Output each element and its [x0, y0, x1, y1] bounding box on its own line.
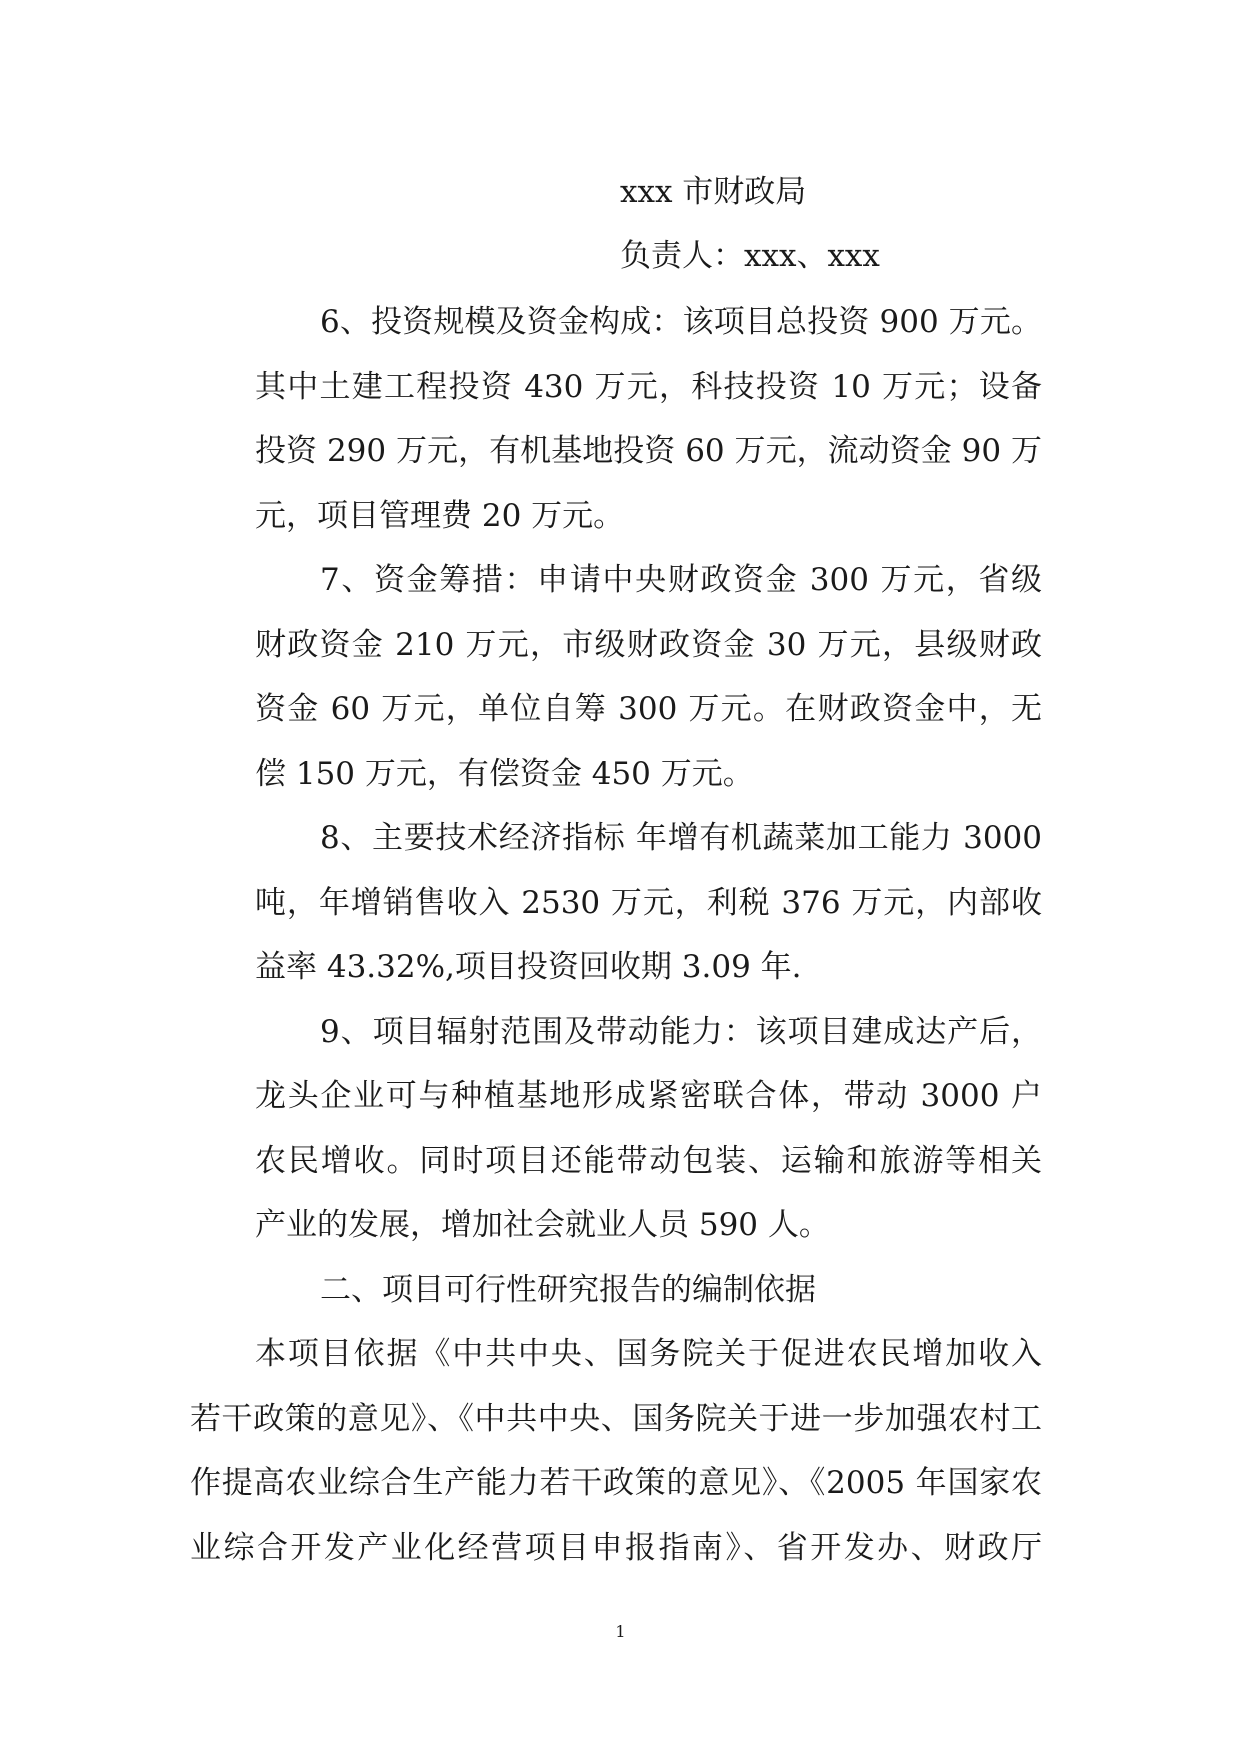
text-line: 龙头企业可与种植基地形成紧密联合体，带动 3000 户 — [255, 1078, 1042, 1114]
section-heading: 二、项目可行性研究报告的编制依据 — [320, 1272, 816, 1308]
text-line: 元，项目管理费 20 万元。 — [255, 498, 625, 534]
text-line: 6、投资规模及资金构成：该项目总投资 900 万元。 — [320, 304, 1042, 340]
text-line: 吨，年增销售收入 2530 万元，利税 376 万元，内部收 — [255, 885, 1042, 921]
text-line: 农民增收。同时项目还能带动包装、运输和旅游等相关 — [255, 1143, 1042, 1179]
text-line: 财政资金 210 万元，市级财政资金 30 万元，县级财政 — [255, 627, 1042, 663]
text-line: 本项目依据《中共中央、国务院关于促进农民增加收入 — [255, 1336, 1042, 1372]
page-number: 1 — [615, 1622, 626, 1641]
responsible-line: 负责人：xxx、xxx — [620, 238, 880, 274]
text-line: 业综合开发产业化经营项目申报指南》、省开发办、财政厅 — [190, 1530, 1042, 1566]
text-line: 资金 60 万元，单位自筹 300 万元。在财政资金中，无 — [255, 691, 1042, 727]
text-line: 益率 43.32%,项目投资回收期 3.09 年. — [255, 949, 802, 985]
text-line: 7、资金筹措：申请中央财政资金 300 万元，省级 — [320, 562, 1042, 598]
organization-line: xxx 市财政局 — [620, 174, 807, 210]
text-line: 偿 150 万元，有偿资金 450 万元。 — [255, 756, 754, 792]
text-line: 作提高农业综合生产能力若干政策的意见》、《2005 年国家农 — [190, 1465, 1042, 1501]
text-line: 其中土建工程投资 430 万元，科技投资 10 万元；设备 — [255, 369, 1042, 405]
text-line: 投资 290 万元，有机基地投资 60 万元，流动资金 90 万 — [255, 433, 1042, 469]
text-line: 产业的发展，增加社会就业人员 590 人。 — [255, 1207, 830, 1243]
text-line: 8、主要技术经济指标 年增有机蔬菜加工能力 3000 — [320, 820, 1042, 856]
text-line: 若干政策的意见》、《中共中央、国务院关于进一步加强农村工 — [190, 1401, 1042, 1437]
text-line: 9、项目辐射范围及带动能力：该项目建成达产后， — [320, 1014, 1042, 1050]
